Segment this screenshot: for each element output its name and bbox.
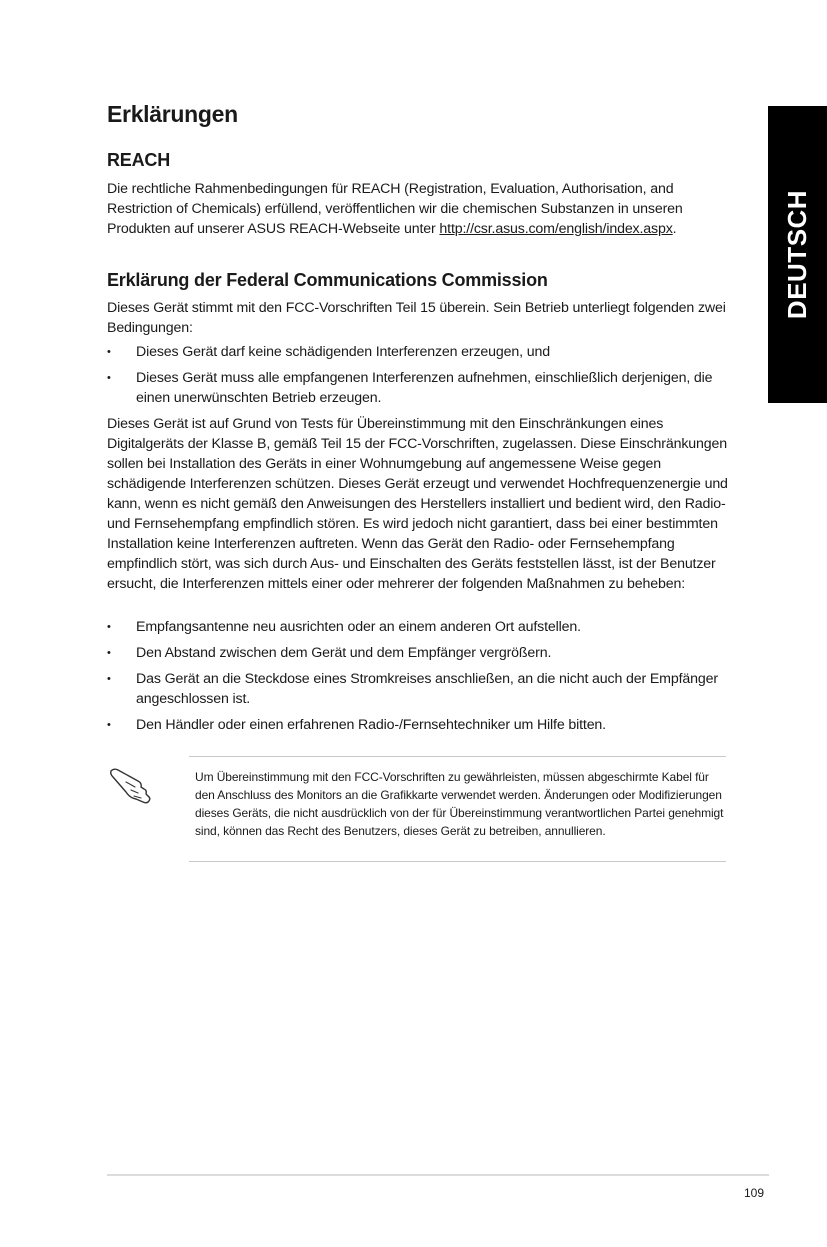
reach-heading: REACH — [107, 150, 171, 170]
list-item: • Den Abstand zwischen dem Gerät und dem Empfänger vergrößern. — [107, 645, 552, 661]
bullet-icon: • — [107, 719, 111, 731]
list-item: • Dieses Gerät muss alle empfangenen Interferenzen aufnehmen, einschließlich derjenigen, die einen unerwünschten Betrieb erzeugen. — [107, 370, 713, 406]
list-item: • Den Händler oder einen erfahrenen Radio-/Fernsehtechniker um Hilfe bitten. — [107, 717, 606, 733]
bullet-icon: • — [107, 647, 111, 659]
hand-note-icon — [108, 765, 158, 805]
bullet-icon: • — [107, 673, 111, 685]
list-item: • Empfangsantenne neu ausrichten oder an einem anderen Ort aufstellen. — [107, 619, 581, 635]
language-side-tab-label: DEUTSCH — [782, 189, 813, 320]
list-item: • Dieses Gerät darf keine schädigenden Interferenzen erzeugen, und — [107, 344, 550, 360]
reach-body-text: Die rechtliche Rahmenbedingungen für REACH (Registration, Evaluation, Authorisation, and Restriction of Chemicals) erfüllend, veröffentlichen wir die chemischen Substanzen in unseren Produkten auf unserer ASUS REACH-Webseite unter — [107, 181, 683, 237]
list-item: • Das Gerät an die Steckdose eines Stromkreises anschließen, an die nicht auch der Empfänger angeschlossen ist. — [107, 671, 718, 707]
reach-website-link[interactable]: http://csr.asus.com/english/index.aspx — [439, 221, 673, 237]
bullet-icon: • — [107, 621, 111, 633]
page-number: 109 — [744, 1186, 765, 1200]
reach-period: . — [672, 221, 677, 237]
fcc-intro: Dieses Gerät stimmt mit den FCC-Vorschriften Teil 15 überein. Sein Betrieb unterliegt folgenden zwei Bedingungen: — [107, 300, 726, 336]
note-box — [189, 756, 726, 862]
fcc-conditions-list — [107, 342, 729, 408]
language-side-tab — [768, 106, 827, 403]
footer-divider — [107, 1174, 769, 1176]
note-text: Um Übereinstimmung mit den FCC-Vorschriften zu gewährleisten, müssen abgeschirmte Kabel für den Anschluss des Monitors an die Grafikkarte verwendet werden. Änderungen oder Modifizierungen dieses Geräts, die nicht ausdrücklich von der für Übereinstimmung verantwortlichen Partei genehmigt sind, können das Recht des Benutzers, dieses Gerät zu betreiben, annullieren. — [195, 770, 724, 838]
reach-paragraph — [107, 179, 729, 239]
bullet-icon: • — [107, 372, 111, 384]
fcc-heading: Erklärung der Federal Communications Commission — [107, 270, 548, 290]
fcc-body: Dieses Gerät ist auf Grund von Tests für Übereinstimmung mit den Einschränkungen eines Digitalgeräts der Klasse B, gemäß Teil 15 der FCC-Vorschriften, zugelassen. Diese Einschränkungen sollen bei Installation des Geräts in einer Wohnumgebung auf angemessene Weise gegen schädigende Interferenzen schützen. Dieses Gerät erzeugt und verwendet Hochfrequenzenergie und kann, wenn es nicht gemäß den Anweisungen des Herstellers installiert und bedient wird, den Radio- und Fernsehempfang empfindlich stören. Es wird jedoch nicht garantiert, dass bei einer bestimmten Installation keine Interferenzen auftreten. Wenn das Gerät den Radio- oder Fernsehempfang empfindlich stört, was sich durch Aus- und Einschalten des Geräts feststellen lässt, ist der Benutzer ersucht, die Interferenzen mittels einer oder mehrerer der folgenden Maßnahmen zu beheben: — [107, 416, 728, 592]
bullet-icon: • — [107, 346, 111, 358]
fcc-measures-list — [107, 617, 729, 735]
page-title: Erklärungen — [107, 101, 238, 127]
